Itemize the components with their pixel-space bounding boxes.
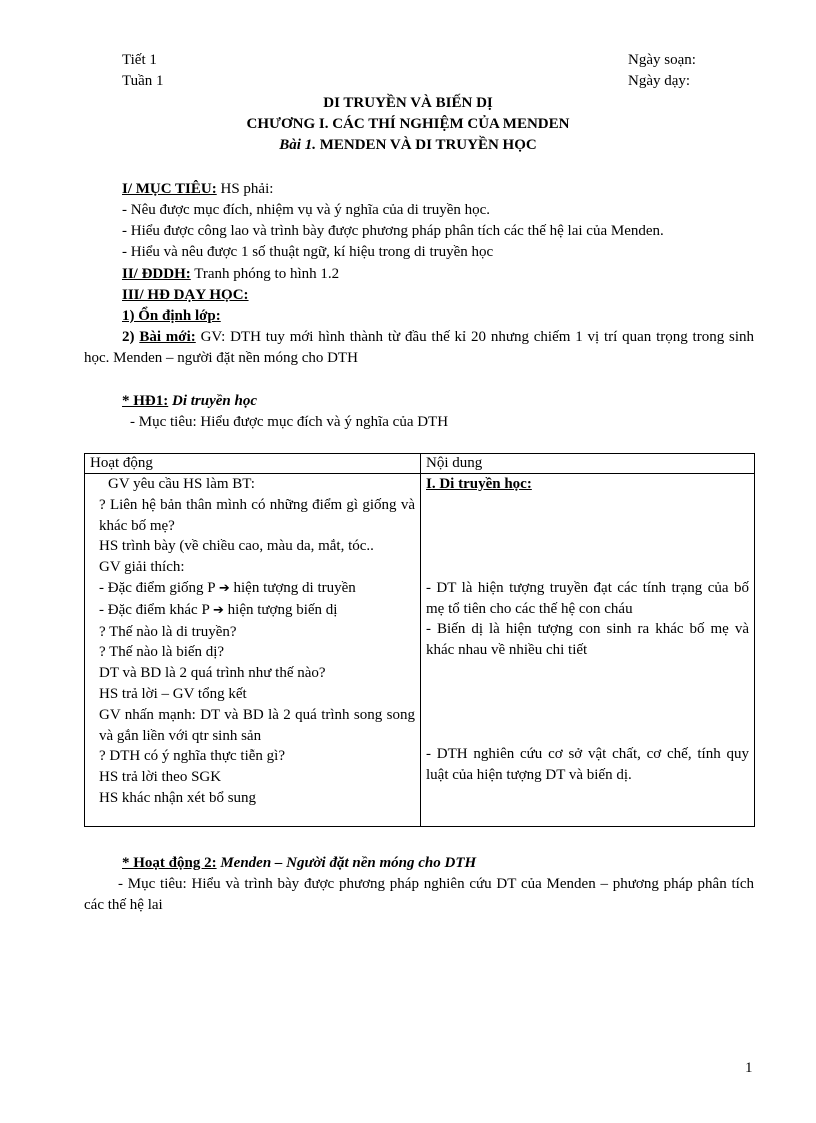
hd2-heading-label: * Hoạt động 2:: [122, 855, 217, 871]
hd2-title: Menden – Người đặt nền móng cho DTH: [216, 855, 477, 871]
activity-line: GV giải thích:: [99, 559, 185, 576]
step-2-label: 2): [122, 329, 135, 345]
activities-heading-text: III/ HĐ DẠY HỌC:: [122, 287, 249, 303]
arrow-right-icon: ➔: [213, 602, 224, 618]
content-item: - DTH nghiên cứu cơ sở vật chất, cơ chế, tính quy luật của hiện tượng DT và biến dị.: [426, 745, 749, 783]
activity-line: ? Liên hệ bản thân mình có những điểm gì giống và khác bố mẹ?: [99, 496, 415, 534]
activity-line-part: - Đặc điểm giống P: [99, 579, 216, 596]
dddh-line: [122, 264, 339, 284]
preparation-date: Ngày soạn:: [628, 52, 696, 68]
step-1: [122, 306, 221, 326]
document-title: DI TRUYỀN VÀ BIẾN DỊ: [323, 95, 493, 111]
content-heading: I. Di truyền học:: [426, 476, 532, 492]
objective-item: - Hiểu được công lao và trình bày được phương pháp phân tích các thế hệ lai của Menden.: [122, 223, 664, 239]
col-header-activity: Hoạt động: [85, 454, 421, 474]
page-number: 1: [745, 1060, 753, 1076]
lesson-title-rest: MENDEN VÀ DI TRUYỀN HỌC: [315, 137, 537, 153]
week-number: Tuần 1: [122, 73, 164, 89]
hd2-heading: [122, 853, 476, 873]
hd2-objective: - Mục tiêu: Hiểu và trình bày được phương pháp nghiên cứu DT của Menden – phương pháp phân tích các thế hệ lai: [84, 876, 754, 913]
table-header-row: [85, 454, 755, 474]
dddh-heading: II/ ĐDDH:: [122, 266, 191, 282]
activity-line-part: hiện tượng biến dị: [223, 601, 338, 618]
activity-line: HS trình bày (về chiều cao, màu da, mắt, tóc..: [99, 538, 374, 555]
lesson-number: Tiết 1: [122, 52, 157, 68]
activity-line: DT và BD là 2 quá trình như thế nào?: [99, 665, 326, 682]
content-spacer: [426, 495, 749, 578]
activity-line: ? Thế nào là biến dị?: [99, 644, 225, 661]
activities-heading: [122, 285, 249, 305]
activity-line-part: - Đặc điểm khác P: [99, 601, 210, 618]
step-2-heading: Bài mới:: [139, 329, 196, 345]
objectives-heading-text: I/ MỤC TIÊU:: [122, 181, 217, 197]
hd1-heading: [122, 391, 257, 411]
activity-line: ? Thế nào là di truyền?: [99, 623, 237, 640]
content-item: - DT là hiện tượng truyền đạt các tính trạng của bố mẹ tổ tiên cho các thế hệ con cháu: [426, 579, 749, 617]
col-header-content: Nội dung: [421, 454, 755, 474]
step-2-paragraph: [84, 327, 754, 369]
activity-line: GV yêu cầu HS làm BT:: [108, 476, 255, 492]
lesson-title-prefix: Bài 1.: [279, 137, 316, 153]
activity-line-part: hiện tượng di truyền: [229, 579, 356, 596]
lesson-title: [0, 134, 816, 156]
activity-cell: [85, 474, 421, 827]
objectives-heading: [122, 179, 273, 199]
activity-table: [84, 453, 755, 827]
content-spacer: [426, 661, 749, 744]
hd1-heading-label: * HĐ1:: [122, 393, 169, 409]
objectives-intro: HS phải:: [216, 181, 274, 197]
content-item: - Biến dị là hiện tượng con sinh ra khác bố mẹ và khác nhau về nhiều chi tiết: [426, 621, 749, 659]
table-row: [85, 474, 755, 827]
arrow-right-icon: ➔: [218, 580, 230, 596]
content-cell: [421, 474, 755, 827]
activity-line: [90, 600, 415, 622]
activity-line: HS khác nhận xét bổ sung: [99, 789, 257, 806]
objective-item: - Nêu được mục đích, nhiệm vụ và ý nghĩa của di truyền học.: [122, 202, 491, 218]
activity-line: HS trả lời – GV tổng kết: [99, 685, 247, 702]
activity-line: [90, 578, 415, 600]
chapter-title: CHƯƠNG I. CÁC THÍ NGHIỆM CỦA MENDEN: [246, 116, 570, 132]
dddh-text: Tranh phóng to hình 1.2: [190, 266, 340, 282]
hd1-objective: - Mục tiêu: Hiểu được mục đích và ý nghĩa của DTH: [130, 414, 449, 430]
activity-line: GV nhấn mạnh: DT và BD là 2 quá trình song song và gắn liền với qtr sinh sản: [99, 706, 415, 744]
objective-item: - Hiểu và nêu được 1 số thuật ngữ, kí hiệu trong di truyền học: [122, 244, 494, 260]
step-2-text: GV: DTH tuy mới hình thành từ đầu thế kỉ 20 nhưng chiếm 1 vị trí quan trọng trong sinh học. Menden – người đặt nền móng cho DTH: [84, 329, 755, 366]
hd1-title: Di truyền học: [168, 393, 258, 409]
activity-line: ? DTH có ý nghĩa thực tiễn gì?: [99, 748, 285, 765]
activity-line: HS trả lời theo SGK: [99, 769, 222, 786]
step-1-text: 1) Ổn định lớp:: [122, 308, 221, 324]
teaching-date: Ngày dạy:: [628, 73, 691, 89]
